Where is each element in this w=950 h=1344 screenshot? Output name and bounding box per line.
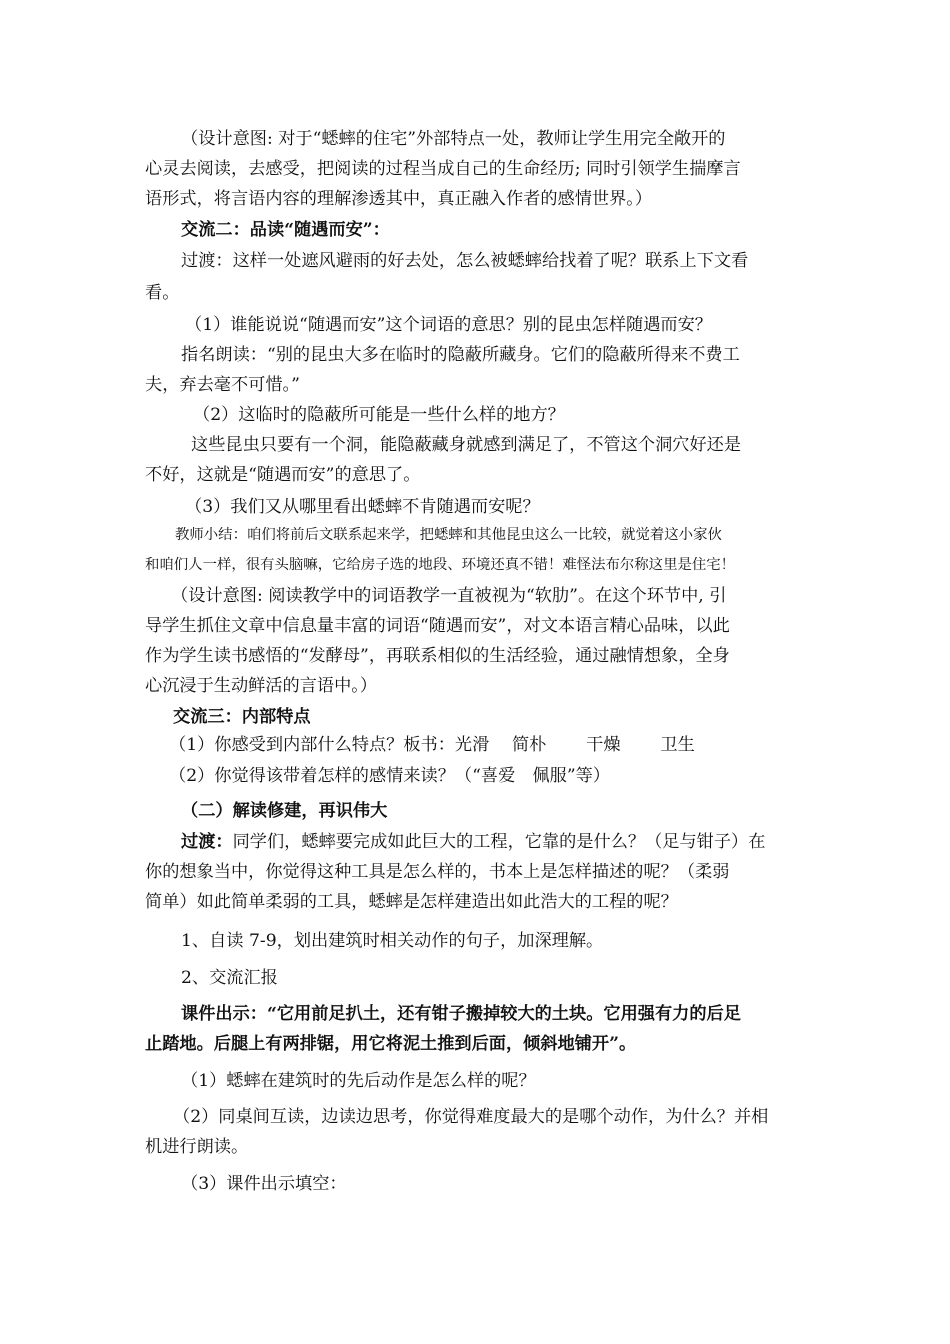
paragraph-line: 简单）如此简单柔弱的工具，蟋蟀是怎样建造出如此浩大的工程的呢？ bbox=[145, 892, 678, 912]
paragraph-line: （2）你觉得该带着怎样的感情来读？（“喜爱 佩服”等） bbox=[169, 766, 611, 786]
paragraph-line: 你的想象当中，你觉得这种工具是怎么样的，书本上是怎样描述的呢？（柔弱 bbox=[145, 862, 730, 882]
paragraph-line: 交流三：内部特点 bbox=[173, 707, 311, 727]
paragraph-line: 这些昆虫只要有一个洞，能隐蔽藏身就感到满足了，不管这个洞穴好还是 bbox=[191, 435, 742, 455]
paragraph-line: 机进行朗读。 bbox=[145, 1137, 249, 1157]
paragraph-line: （3）课件出示填空： bbox=[181, 1174, 347, 1194]
paragraph-line: 导学生抓住文章中信息量丰富的词语“随遇而安”，对文本语言精心品味，以此 bbox=[145, 616, 730, 636]
paragraph-line: 心沉浸于生动鲜活的言语中。） bbox=[145, 676, 378, 696]
paragraph-line: 心灵去阅读，去感受，把阅读的过程当成自己的生命经历; 同时引领学生揣摩言 bbox=[145, 159, 741, 179]
paragraph-line: （1）谁能说说“随遇而安”这个词语的意思？别的昆虫怎样随遇而安？ bbox=[185, 315, 712, 335]
paragraph-line: 和咱们人一样，很有头脑嘛，它给房子选的地段、环境还真不错！难怪法布尔称这里是住宅！ bbox=[145, 557, 736, 573]
paragraph-line: 课件出示：“它用前足扒土，还有钳子搬掉较大的土块。它用强有力的后足 bbox=[181, 1004, 741, 1024]
paragraph-line: （二）解读修建，再识伟大 bbox=[181, 801, 388, 821]
paragraph-line: （1）你感受到内部什么特点？板书：光滑 简朴 干燥 卫生 bbox=[169, 735, 695, 755]
paragraph-line: （2）这临时的隐蔽所可能是一些什么样的地方？ bbox=[193, 405, 565, 425]
paragraph-line: 交流二：品读“随遇而安”： bbox=[181, 220, 390, 240]
paragraph-line: 夫，弃去毫不可惜。” bbox=[145, 375, 300, 395]
paragraph-line: （3）我们又从哪里看出蟋蟀不肯随遇而安呢？ bbox=[185, 497, 540, 517]
paragraph-line: 过渡：这样一处遮风避雨的好去处，怎么被蟋蟀给找着了呢？联系上下文看 bbox=[181, 251, 749, 271]
paragraph-line: 教师小结：咱们将前后文联系起来学，把蟋蟀和其他昆虫这么一比较，就觉着这小家伙 bbox=[175, 527, 722, 543]
paragraph-line: 作为学生读书感悟的“发酵母”，再联系相似的生活经验，通过融情想象，全身 bbox=[145, 646, 730, 666]
paragraph-line: 2、交流汇报 bbox=[181, 968, 278, 988]
bold-lead: 过渡： bbox=[181, 832, 233, 852]
paragraph-line bbox=[181, 830, 765, 854]
paragraph-line: （2）同桌间互读，边读边思考，你觉得难度最大的是哪个动作，为什么？并相 bbox=[173, 1107, 769, 1127]
paragraph-line: （设计意图: 对于“蟋蟀的住宅”外部特点一处，教师让学生用完全敞开的 bbox=[181, 129, 726, 149]
paragraph-line: 语形式，将言语内容的理解渗透其中，真正融入作者的感情世界。） bbox=[145, 189, 653, 209]
line-rest: 同学们，蟋蟀要完成如此巨大的工程，它靠的是什么？（足与钳子）在 bbox=[232, 832, 766, 852]
paragraph-line: 止踏地。后腿上有两排锯，用它将泥土推到后面，倾斜地铺开”。 bbox=[145, 1034, 637, 1054]
paragraph-line: （1）蟋蟀在建筑时的先后动作是怎么样的呢？ bbox=[181, 1071, 536, 1091]
paragraph-line: 指名朗读：“别的昆虫大多在临时的隐蔽所藏身。它们的隐蔽所得来不费工 bbox=[181, 345, 740, 365]
paragraph-line: （设计意图: 阅读教学中的词语教学一直被视为“软肋”。在这个环节中, 引 bbox=[171, 586, 727, 606]
paragraph-line: 1、自读 7-9，划出建筑时相关动作的句子，加深理解。 bbox=[181, 931, 604, 951]
paragraph-line: 看。 bbox=[145, 283, 180, 303]
paragraph-line: 不好，这就是“随遇而安”的意思了。 bbox=[145, 465, 421, 485]
